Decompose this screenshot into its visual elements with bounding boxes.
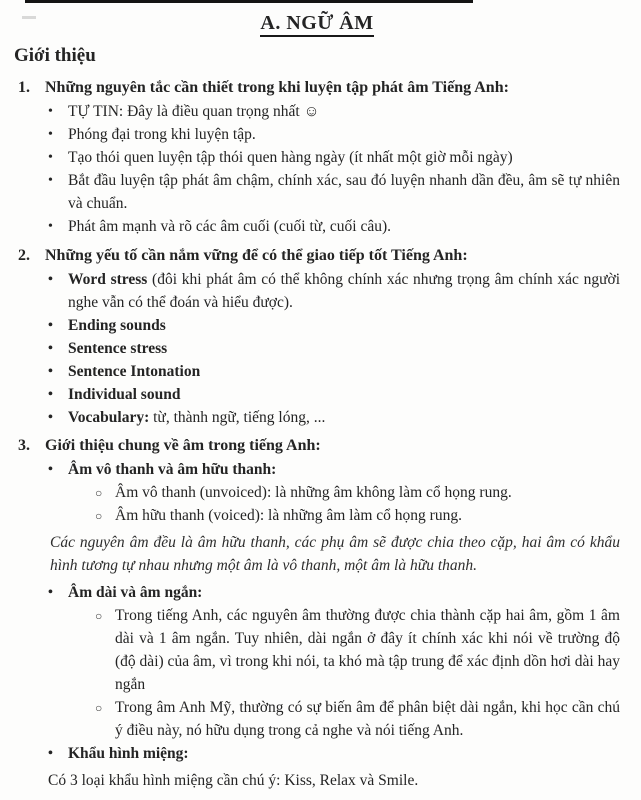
intro-heading: Giới thiệu (14, 45, 96, 66)
closing-paragraph: Có 3 loại khẩu hình miệng cần chú ý: Kiss, Relax và Smile. (48, 772, 419, 789)
bullet-icon: • (48, 462, 53, 477)
bullet-icon: • (48, 746, 53, 761)
bullet-icon: • (48, 272, 53, 287)
section-3-heading (14, 433, 620, 458)
list-item-text (68, 268, 620, 314)
list-item-text (68, 314, 620, 337)
bullet-icon: • (48, 410, 53, 425)
bullet-icon: • (48, 150, 53, 165)
section-1-heading-text: Những nguyên tắc cần thiết trong khi luyện tập phát âm Tiếng Anh: (45, 79, 509, 96)
bullet-icon: • (48, 585, 53, 600)
list-item-label: Khẩu hình miệng: (68, 745, 189, 762)
list-item-text (68, 337, 620, 360)
list-item-lead: Individual sound (68, 386, 181, 403)
list-item-lead: Ending sounds (68, 317, 166, 334)
list-item-label: Âm dài và âm ngắn: (68, 584, 203, 601)
list-item (48, 383, 620, 406)
sub-list-item-text: Trong tiếng Anh, các nguyên âm thường được chia thành cặp hai âm, gồm 1 âm dài và 1 âm ngắn. Tuy nhiên, dài ngắn ở đây ít chính xác khi nói về trường độ (độ dài) của âm, vì trong khi nói, ta khó mà tập trung để xác định dồn hơi dài hay ngắn (115, 607, 620, 693)
bullet-icon: • (48, 364, 53, 379)
list-item-text (68, 406, 620, 429)
list-item-text: Tạo thói quen luyện tập thói quen hàng ngày (ít nhất một giờ mỗi ngày) (68, 149, 513, 166)
list-item-text (68, 383, 620, 406)
scan-smudge (22, 16, 36, 19)
section-3-number: 3. (18, 437, 30, 454)
section-2-number: 2. (18, 247, 30, 264)
circle-bullet-icon: ○ (95, 701, 103, 715)
list-item-text: Bắt đầu luyện tập phát âm chậm, chính xác, sau đó luyện nhanh dần đều, âm sẽ tự nhiên và chuẩn. (68, 172, 620, 212)
sub-list-item-text: Âm hữu thanh (voiced): là những âm làm cổ họng rung. (115, 507, 462, 524)
list-item (48, 169, 620, 215)
bullet-icon: • (48, 173, 53, 188)
bullet-icon: • (48, 219, 53, 234)
sub-list-item (95, 604, 620, 696)
circle-bullet-icon: ○ (95, 609, 103, 623)
sub-list-item (95, 696, 620, 742)
sub-list-item-text: Âm vô thanh (unvoiced): là những âm không làm cổ họng rung. (115, 484, 512, 501)
list-item-rest: (đôi khi phát âm có thể không chính xác nhưng trọng âm chính xác người nghe vẫn có thể đoán và hiểu được). (68, 271, 620, 311)
list-item (48, 742, 620, 765)
list-item (48, 146, 620, 169)
list-item-text: TỰ TIN: Đây là điều quan trọng nhất ☺ (68, 103, 320, 120)
bullet-icon: • (48, 104, 53, 119)
section-3-heading-text: Giới thiệu chung về âm trong tiếng Anh: (45, 437, 321, 454)
bullet-icon: • (48, 127, 53, 142)
list-item (48, 123, 620, 146)
list-item-lead: Word stress (68, 271, 148, 288)
list-item (48, 581, 620, 604)
bullet-icon: • (48, 318, 53, 333)
list-item-rest: từ, thành ngữ, tiếng lóng, ... (149, 409, 326, 426)
page-title-text: A. NGỮ ÂM (260, 12, 373, 37)
list-item (48, 458, 620, 481)
list-item-label: Âm vô thanh và âm hữu thanh: (68, 461, 277, 478)
bullet-icon: • (48, 387, 53, 402)
list-item-text: Phóng đại trong khi luyện tập. (68, 126, 256, 143)
list-item-lead: Sentence Intonation (68, 363, 201, 380)
list-item (48, 360, 620, 383)
page-title (14, 10, 620, 36)
list-item (48, 268, 620, 314)
list-item-lead: Sentence stress (68, 340, 168, 357)
list-item (48, 314, 620, 337)
sub-list-item (95, 504, 620, 527)
list-item (48, 406, 620, 429)
italic-note: Các nguyên âm đều là âm hữu thanh, các phụ âm sẽ được chia theo cặp, hai âm có khẩu hình tương tự nhau nhưng một âm là vô thanh, một âm là hữu thanh. (50, 534, 620, 574)
bullet-icon: • (48, 341, 53, 356)
sub-list-item (95, 481, 620, 504)
list-item-lead: Vocabulary: (68, 409, 150, 426)
circle-bullet-icon: ○ (95, 509, 103, 523)
list-item (48, 100, 620, 123)
section-2-heading-text: Những yếu tố cần nắm vững để có thể giao tiếp tốt Tiếng Anh: (45, 247, 468, 264)
list-item-text: Phát âm mạnh và rõ các âm cuối (cuối từ, cuối câu). (68, 218, 392, 235)
section-2-heading (14, 243, 620, 268)
section-1-number: 1. (18, 79, 30, 96)
list-item (48, 215, 620, 238)
section-1-heading (14, 75, 620, 100)
sub-list-item-text: Trong âm Anh Mỹ, thường có sự biến âm để phân biệt dài ngắn, khi học cần chú ý điều này, nó hữu dụng trong cả nghe và nói tiếng Anh. (115, 699, 620, 739)
list-item (48, 337, 620, 360)
circle-bullet-icon: ○ (95, 486, 103, 500)
list-item-text (68, 360, 620, 383)
scan-artifact-line (25, 0, 473, 3)
